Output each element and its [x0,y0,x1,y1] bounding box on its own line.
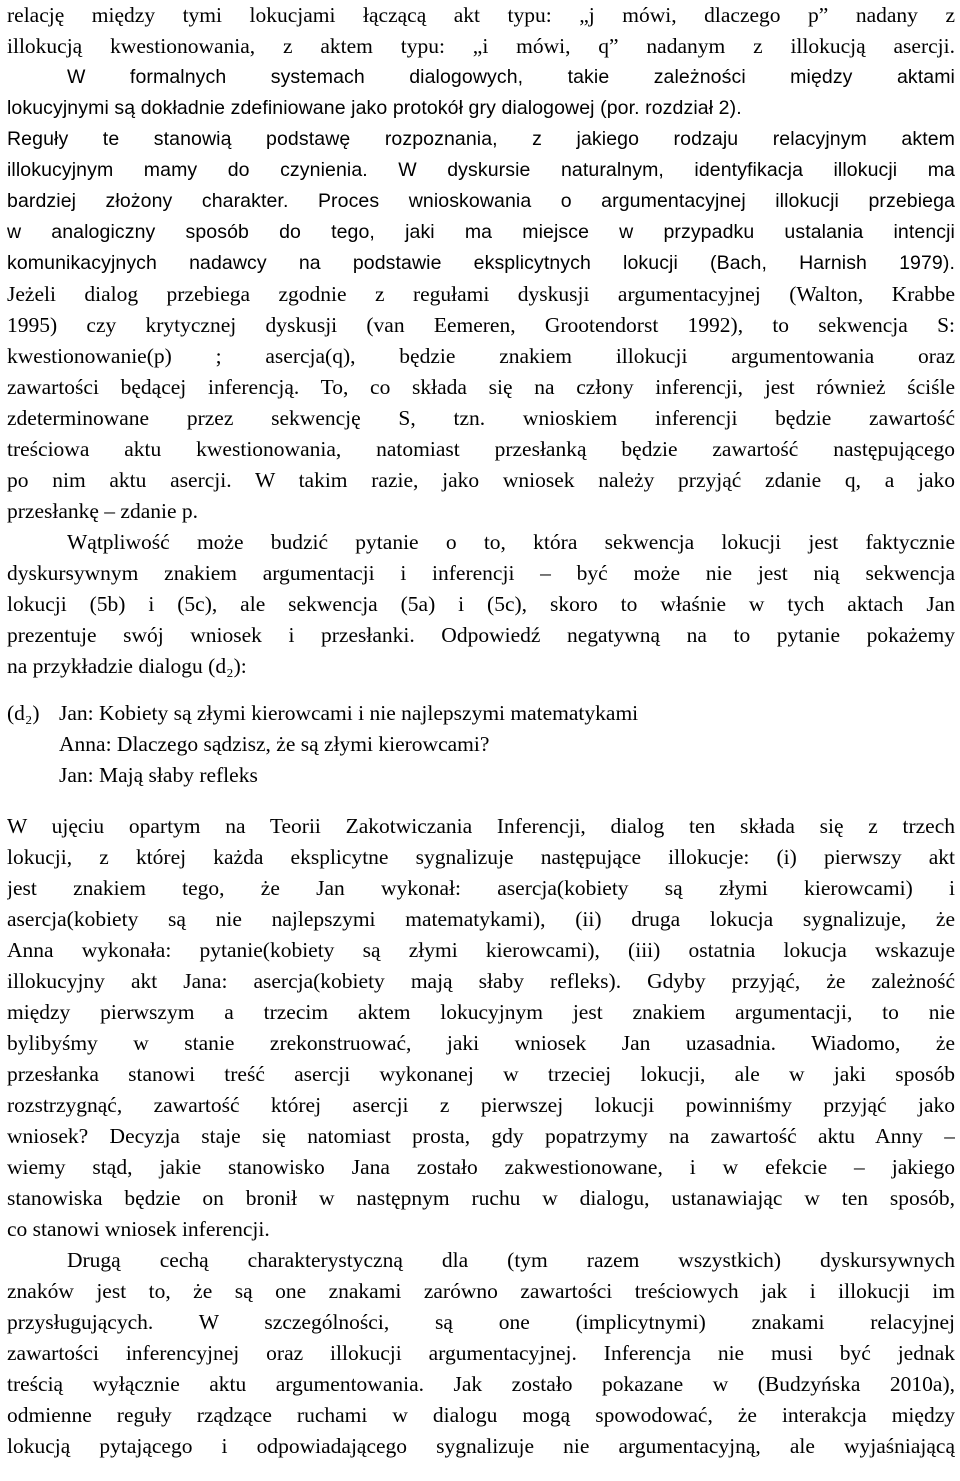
text-line: prezentuje swój wniosek i przesłanki. Odpowiedź negatywną na to pytanie pokażemy [7,623,955,647]
text-line: stanowiska będzie on bronił w następnym ruchu w dialogu, ustanawiając w ten sposób, [7,1186,955,1210]
text-line: znaków jest to, że są one znakami zarówno zawartości treściowych jak i illokucji im [7,1279,955,1303]
text-line: Jeżeli dialog przebiega zgodnie z regułami dyskusji argumentacyjnej (Walton, Krabbe [7,282,955,306]
text-line: odmienne reguły rządzące ruchami w dialogu mogą spowodować, że interakcja między [7,1403,955,1427]
text-line: zawartości będącej inferencją. To, co składa się na człony inferencji, jest również ściśle [7,375,955,399]
text-line: komunikacyjnych nadawcy na podstawie eksplicytnych lokucji (Bach, Harnish 1979). [7,252,955,274]
text-line: W formalnych systemach dialogowych, takie zależności między aktami [67,66,955,88]
text-line: przesłankę – zdanie p. [7,499,199,523]
text-line: wiemy stąd, jakie stanowisko Jana zostało zakwestionowane, i w efekcie – jakiego [7,1155,955,1179]
text-line: po nim aktu asercji. W takim razie, jako wniosek należy przyjąć zdanie q, a jako [7,468,955,492]
text-line: wniosek? Decyzja staje się natomiast prosta, gdy popatrzymy na zawartość aktu Anny – [7,1124,955,1148]
example-utterance-3: Jan: Mają słaby refleks [59,763,258,787]
text-line: 1995) czy krytycznej dyskusji (van Eemeren, Grootendorst 1992), to sekwencja S: [7,313,955,337]
spacer [7,682,955,698]
example-line-1 [7,698,955,729]
text-line: przysługujących. W szczególności, są one (implicytnymi) znakami relacyjnej [7,1310,955,1334]
text-line: zawartości inferencyjnej oraz illokucji argumentacyjnej. Inferencja nie musi być jednak [7,1341,955,1365]
paragraph-block-2 [7,811,955,1462]
text-line: lokucji, z której każda eksplicytne sygnalizuje następujące illokucje: (i) pierwszy akt [7,845,955,869]
paragraph-block-1 [7,0,955,682]
text-line: lokucyjnymi są dokładnie zdefiniowane jako protokół gry dialogowej (por. rozdział 2). [7,97,742,119]
text-line: illokucją kwestionowania, z aktem typu: „i mówi, q” nadanym z illokucją asercji. [7,34,955,58]
text-line: rozstrzygnąć, zawartość której asercji z pierwszej lokucji powinniśmy przyjąć jako [7,1093,955,1117]
text-line: co stanowi wniosek inferencji. [7,1217,270,1241]
example-utterance-2: Anna: Dlaczego sądzisz, że są złymi kierowcami? [59,732,490,756]
text-line: na przykładzie dialogu (d₂): [7,654,247,678]
text-line: relację między tymi lokucjami łączącą akt typu: „j mówi, dlaczego p” nadany z [7,3,955,27]
text-line: zdeterminowane przez sekwencję S, tzn. wnioskiem inferencji będzie zawartość [7,406,955,430]
text-line: treścią wyłącznie aktu argumentowania. Jak zostało pokazane w (Budzyńska 2010a), [7,1372,955,1396]
text-line: W ujęciu opartym na Teorii Zakotwiczania Inferencji, dialog ten składa się z trzech [7,814,955,838]
text-line: lokucji (5b) i (5c), ale sekwencja (5a) i (5c), skoro to właśnie w tych aktach Jan [7,592,955,616]
text-line: asercja(kobiety są nie najlepszymi matematykami), (ii) druga lokucja sygnalizuje, że [7,907,955,931]
text-line: illokucyjnym mamy do czynienia. W dyskursie naturalnym, identyfikacja illokucji ma [7,159,955,181]
spacer [7,791,955,811]
text-line: illokucyjny akt Jana: asercja(kobiety mają słaby refleks). Gdyby przyjąć, że zależność [7,969,955,993]
dialogue-example [7,698,955,791]
text-line: lokucją pytającego i odpowiadającego sygnalizuje nie argumentacyjną, ale wyjaśniającą [7,1434,955,1458]
text-line: przesłanka stanowi treść asercji wykonanej w trzeciej lokucji, ale w jaki sposób [7,1062,955,1086]
text-line: jest znakiem tego, że Jan wykonał: asercja(kobiety są złymi kierowcami) i [7,876,955,900]
text-line: dyskursywnym znakiem argumentacji i inferencji – być może nie jest nią sekwencja [7,561,955,585]
text-line: Drugą cechą charakterystyczną dla (tym razem wszystkich) dyskursywnych [67,1248,955,1272]
text-line: w analogiczny sposób do tego, jaki ma miejsce w przypadku ustalania intencji [7,221,955,243]
text-line: treściowa aktu kwestionowania, natomiast przesłanką będzie zawartość następującego [7,437,955,461]
text-line: Wątpliwość może budzić pytanie o to, która sekwencja lokucji jest faktycznie [67,530,955,554]
document-page [7,0,955,1462]
text-line: bylibyśmy w stanie zrekonstruować, jaki wniosek Jan uzasadnia. Wiadomo, że [7,1031,955,1055]
example-utterance-1: Jan: Kobiety są złymi kierowcami i nie najlepszymi matematykami [59,701,639,725]
text-line: bardziej złożony charakter. Proces wnioskowania o argumentacyjnej illokucji przebiega [7,190,955,212]
text-line: między pierwszym a trzecim aktem lokucyjnym jest znakiem argumentacji, to nie [7,1000,955,1024]
text-line: Reguły te stanowią podstawę rozpoznania, z jakiego rodzaju relacyjnym aktem [7,128,955,150]
text-line: Anna wykonała: pytanie(kobiety są złymi kierowcami), (iii) ostatnia lokucja wskazuje [7,938,955,962]
example-label: (d₂) [7,701,40,725]
text-line: kwestionowanie(p) ; asercja(q), będzie znakiem illokucji argumentowania oraz [7,344,955,368]
